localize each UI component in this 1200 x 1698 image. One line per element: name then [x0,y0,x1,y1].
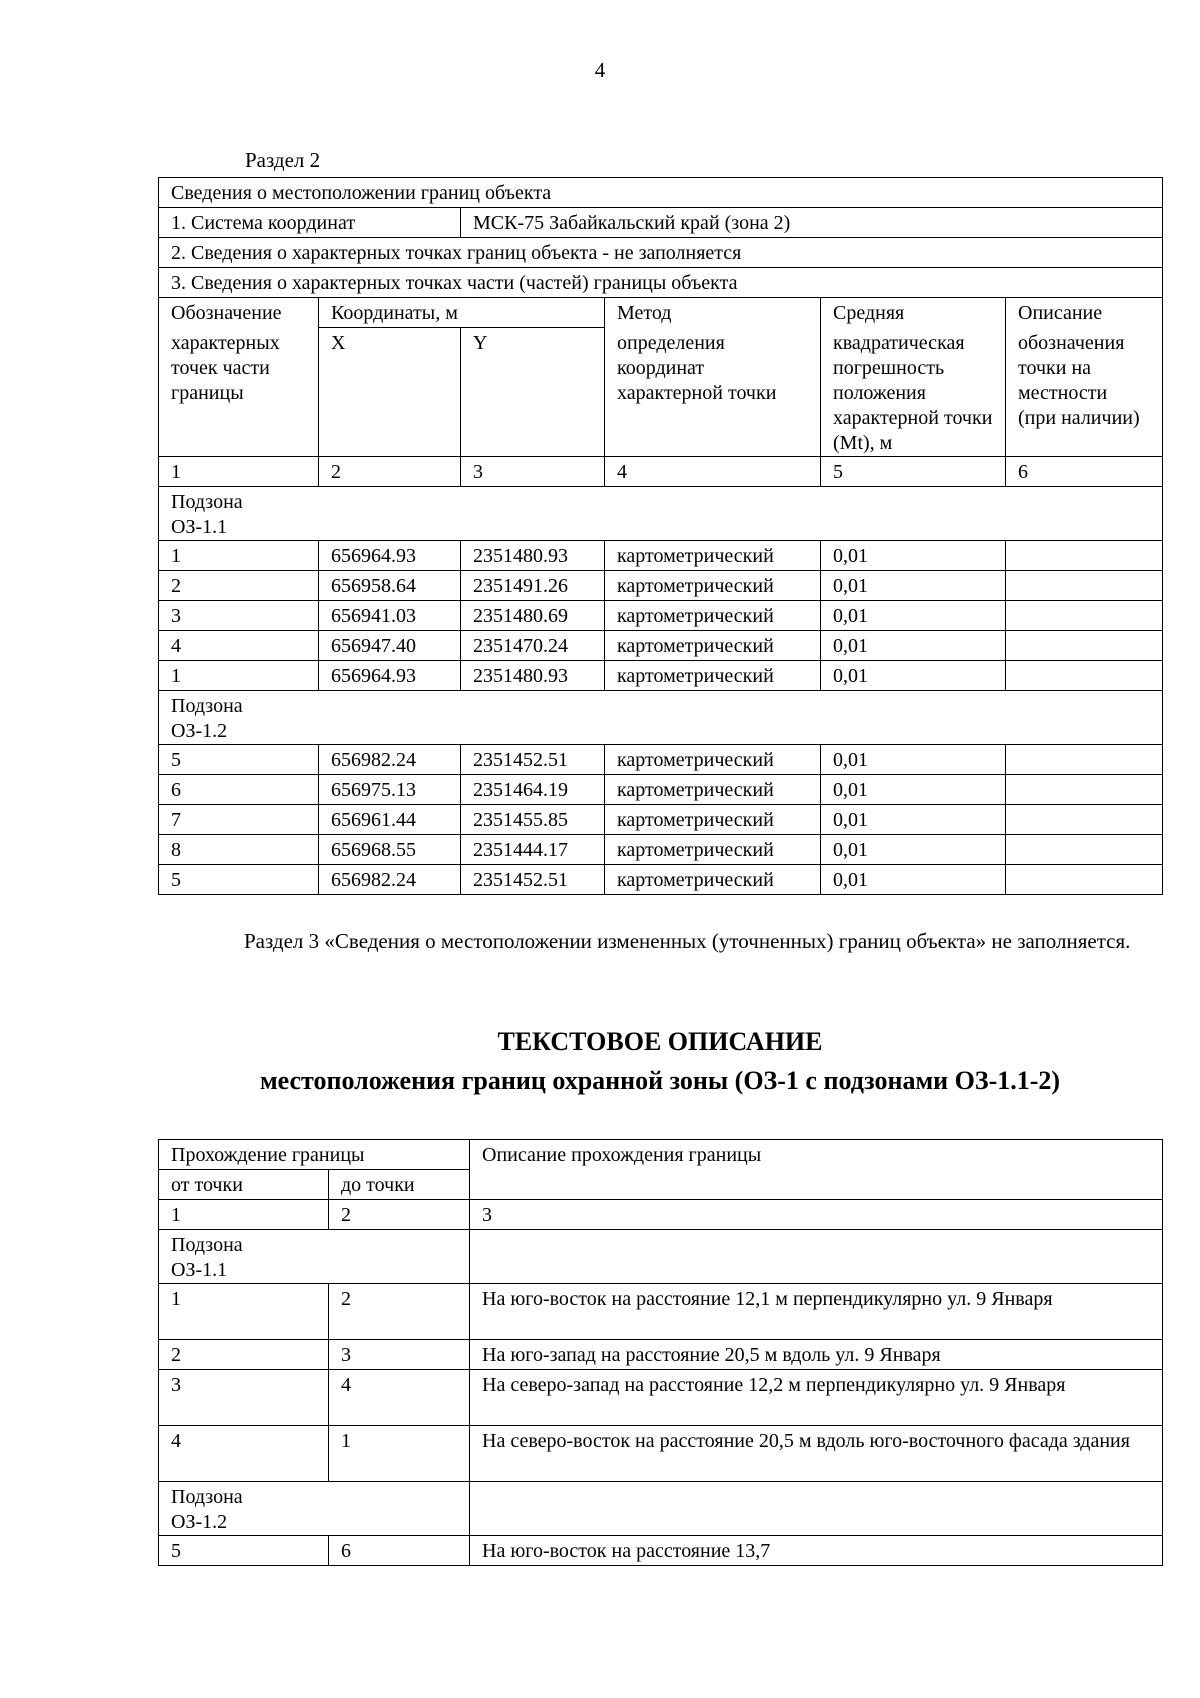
coord-y: 2351480.69 [461,601,605,631]
header-designation [159,298,319,457]
method: картометрический [605,661,821,691]
coord-x: 656975.13 [319,775,461,805]
part-points-title: 3. Сведения о характерных точках части (частей) границы объекта [159,268,1163,298]
coord-x: 656961.44 [319,805,461,835]
passage-description: На северо-запад на расстояние 12,2 м перпендикулярно ул. 9 Января [470,1370,1163,1426]
to-point: 4 [329,1370,470,1426]
boundary-points-note: 2. Сведения о характерных точках границ объекта - не заполняется [159,238,1163,268]
method: картометрический [605,631,821,661]
point-description [1006,631,1163,661]
subzone-name-text: Подзона ОЗ-1.1 [171,1234,243,1281]
header-y: Y [461,328,605,457]
col-number: 1 [159,457,319,487]
header-passage-description: Описание прохождения границы [470,1140,1163,1200]
header-coordinates: Координаты, м [319,298,605,328]
subzone-name-text: Подзона ОЗ-1.1 [171,491,243,538]
header-passage: Прохождение границы [159,1140,470,1170]
passage-description: На юго-восток на расстояние 13,7 [470,1536,1163,1566]
point-number: 5 [159,745,319,775]
method: картометрический [605,835,821,865]
subzone-name [159,691,319,745]
subzone-name-text: Подзона ОЗ-1.2 [171,695,243,742]
header-to-point: до точки [329,1170,470,1200]
table-row [159,601,1163,631]
coord-x: 656968.55 [319,835,461,865]
point-description [1006,835,1163,865]
subzone-name [159,1482,470,1536]
subzone-name [159,487,319,541]
passage-description: На юго-восток на расстояние 12,1 м перпендикулярно ул. 9 Января [470,1284,1163,1340]
table-row [159,541,1163,571]
from-point: 4 [159,1426,329,1482]
coord-y: 2351480.93 [461,541,605,571]
error-value: 0,01 [821,571,1006,601]
subzone-description [470,1230,1163,1284]
point-number: 4 [159,631,319,661]
boundary-points-table [158,177,1163,895]
page-number: 4 [594,58,606,82]
boundary-description-table [158,1139,1163,1566]
table-row [159,1536,1163,1566]
header-description [1006,298,1163,457]
error-value: 0,01 [821,835,1006,865]
col-number: 1 [159,1200,329,1230]
coord-system-label: 1. Система координат [159,208,461,238]
point-description [1006,571,1163,601]
coord-y: 2351452.51 [461,745,605,775]
subzone-spacer [319,487,1163,541]
point-number: 3 [159,601,319,631]
error-value: 0,01 [821,541,1006,571]
table-row [159,745,1163,775]
error-value: 0,01 [821,775,1006,805]
header-designation-cont: характерных точек части границы [171,332,280,404]
table-row [159,835,1163,865]
to-point: 1 [329,1426,470,1482]
point-number: 1 [159,541,319,571]
from-point: 5 [159,1536,329,1566]
col-number: 3 [470,1200,1163,1230]
point-description [1006,775,1163,805]
passage-description: На северо-восток на расстояние 20,5 м вдоль юго-восточного фасада здания [470,1426,1163,1482]
point-number: 6 [159,775,319,805]
to-point: 3 [329,1340,470,1370]
subzone-name-text: Подзона ОЗ-1.2 [171,1486,243,1533]
coord-x: 656941.03 [319,601,461,631]
section-2-label: Раздел 2 [245,148,321,172]
point-number: 2 [159,571,319,601]
coord-y: 2351455.85 [461,805,605,835]
coord-y: 2351491.26 [461,571,605,601]
heading-title: ТЕКСТОВОЕ ОПИСАНИЕ [497,1027,823,1056]
point-description [1006,541,1163,571]
table-row [159,1284,1163,1340]
passage-description: На юго-запад на расстояние 20,5 м вдоль ул. 9 Января [470,1340,1163,1370]
subzone-row [159,691,1163,745]
coord-x: 656982.24 [319,745,461,775]
header-description-line: Описание [1018,302,1103,324]
point-number: 5 [159,865,319,895]
header-from-point: от точки [159,1170,329,1200]
header-error-cont: квадратическая погрешность положения характерной точки (Mt), м [833,332,993,454]
section-3-paragraph: Раздел 3 «Сведения о местоположении измененных (уточненных) границ объекта» не заполняется. [244,929,1131,953]
table-title: Сведения о местоположении границ объекта [159,178,1163,208]
table-row [159,1370,1163,1426]
coord-system-value: МСК-75 Забайкальский край (зона 2) [461,208,1163,238]
error-value: 0,01 [821,745,1006,775]
header-error [821,298,1006,457]
header-method [605,298,821,457]
table-row [159,865,1163,895]
header-x: X [319,328,461,457]
header-method-line: Метод [617,302,672,324]
subzone-name [159,1230,470,1284]
coord-y: 2351470.24 [461,631,605,661]
table-row [159,661,1163,691]
error-value: 0,01 [821,661,1006,691]
col-number: 4 [605,457,821,487]
coord-x: 656964.93 [319,541,461,571]
method: картометрический [605,541,821,571]
coord-y: 2351464.19 [461,775,605,805]
method: картометрический [605,805,821,835]
from-point: 3 [159,1370,329,1426]
subzone-row [159,1230,1163,1284]
point-number: 8 [159,835,319,865]
method: картометрический [605,601,821,631]
error-value: 0,01 [821,601,1006,631]
table-row [159,1426,1163,1482]
coord-y: 2351444.17 [461,835,605,865]
heading-subtitle: местоположения границ охранной зоны (ОЗ-1 с подзонами ОЗ-1.1-2) [259,1066,1061,1095]
coord-y: 2351480.93 [461,661,605,691]
subzone-row [159,487,1163,541]
coord-x: 656964.93 [319,661,461,691]
error-value: 0,01 [821,805,1006,835]
table-row [159,631,1163,661]
coord-x: 656982.24 [319,865,461,895]
point-description [1006,661,1163,691]
col-number: 5 [821,457,1006,487]
from-point: 1 [159,1284,329,1340]
coord-x: 656947.40 [319,631,461,661]
point-number: 7 [159,805,319,835]
coord-x: 656958.64 [319,571,461,601]
table-row [159,775,1163,805]
header-description-cont: обозначения точки на местности (при наличии) [1018,332,1140,429]
header-error-line: Средняя [833,302,905,324]
col-number: 2 [319,457,461,487]
method: картометрический [605,775,821,805]
coord-y: 2351452.51 [461,865,605,895]
col-number: 3 [461,457,605,487]
method: картометрический [605,865,821,895]
error-value: 0,01 [821,631,1006,661]
to-point: 6 [329,1536,470,1566]
method: картометрический [605,571,821,601]
point-description [1006,601,1163,631]
point-description [1006,805,1163,835]
from-point: 2 [159,1340,329,1370]
method: картометрический [605,745,821,775]
table-row [159,571,1163,601]
error-value: 0,01 [821,865,1006,895]
col-number: 6 [1006,457,1163,487]
table-row [159,1340,1163,1370]
subzone-spacer [319,691,1163,745]
subzone-description [470,1482,1163,1536]
to-point: 2 [329,1284,470,1340]
point-number: 1 [159,661,319,691]
header-designation-line: Обозначение [171,302,282,324]
point-description [1006,745,1163,775]
header-method-cont: определения координат характерной точки [617,332,777,404]
col-number: 2 [329,1200,470,1230]
subzone-row [159,1482,1163,1536]
table-row [159,805,1163,835]
point-description [1006,865,1163,895]
